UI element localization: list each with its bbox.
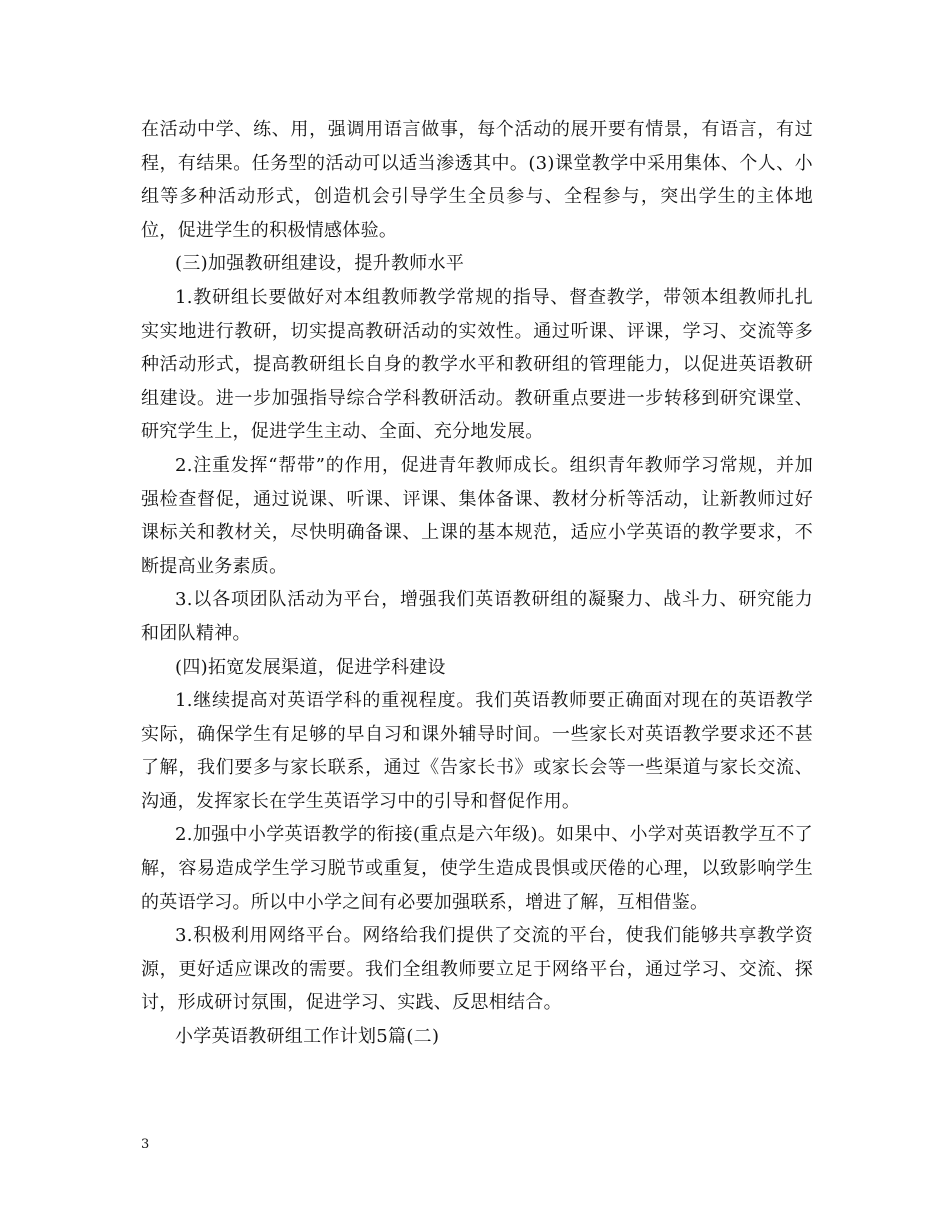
- paragraph-3-3: 3.以各项团队活动为平台，增强我们英语教研组的凝聚力、战斗力、研究能力和团队精神。: [141, 589, 813, 644]
- paragraph-3-1: 1.教研组长要做好对本组教师教学常规的指导、督查教学，带领本组教师扎扎实实地进行教研，切实提高教研活动的实效性。通过听课、评课，学习、交流等多种活动形式，提高教研组长自身的教学水平和教研组的管理能力，以促进英语教研组建设。进一步加强指导综合学科教研活动。教研重点要进一步转移到研究课堂、研究学生上，促进学生主动、全面、充分地发展。: [141, 286, 813, 443]
- paragraph-4-3: 3.积极利用网络平台。网络给我们提供了交流的平台，使我们能够共享教学资源，更好适应课改的需要。我们全组教师要立足于网络平台，通过学习、交流、探讨，形成研讨氛围，促进学习、实践、反思相结合。: [141, 925, 813, 1014]
- section-heading-four: (四)拓宽发展渠道，促进学科建设: [175, 656, 446, 678]
- paragraph-continuation: 在活动中学、练、用，强调用语言做事，每个活动的展开要有情景，有语言，有过程，有结果。任务型的活动可以适当渗透其中。(3)课堂教学中采用集体、个人、小组等多种活动形式，创造机会引导学生全员参与、全程参与，突出学生的主体地位，促进学生的积极情感体验。: [141, 119, 813, 241]
- paragraph-4-2: 2.加强中小学英语教学的衔接(重点是六年级)。如果中、小学对英语教学互不了解，容易造成学生学习脱节或重复，使学生造成畏惧或厌倦的心理，以致影响学生的英语学习。所以中小学之间有必要加强联系，增进了解，互相借鉴。: [141, 824, 813, 913]
- document-body: [141, 113, 813, 1054]
- next-document-title: 小学英语教研组工作计划5篇(二): [175, 1026, 440, 1048]
- paragraph-4-1: 1.继续提高对英语学科的重视程度。我们英语教师要正确面对现在的英语教学实际，确保学生有足够的早自习和课外辅导时间。一些家长对英语教学要求还不甚了解，我们要多与家长联系，通过《告家长书》或家长会等一些渠道与家长交流、沟通，发挥家长在学生英语学习中的引导和督促作用。: [141, 690, 813, 812]
- section-heading-three: (三)加强教研组建设，提升教师水平: [175, 253, 465, 275]
- paragraph-3-2: 2.注重发挥“帮带”的作用，促进青年教师成长。组织青年教师学习常规，并加强检查督促，通过说课、听课、评课、集体备课、教材分析等活动，让新教师过好课标关和教材关，尽快明确备课、上课的基本规范，适应小学英语的教学要求，不断提高业务素质。: [141, 454, 813, 577]
- page-number: 3: [141, 1137, 150, 1152]
